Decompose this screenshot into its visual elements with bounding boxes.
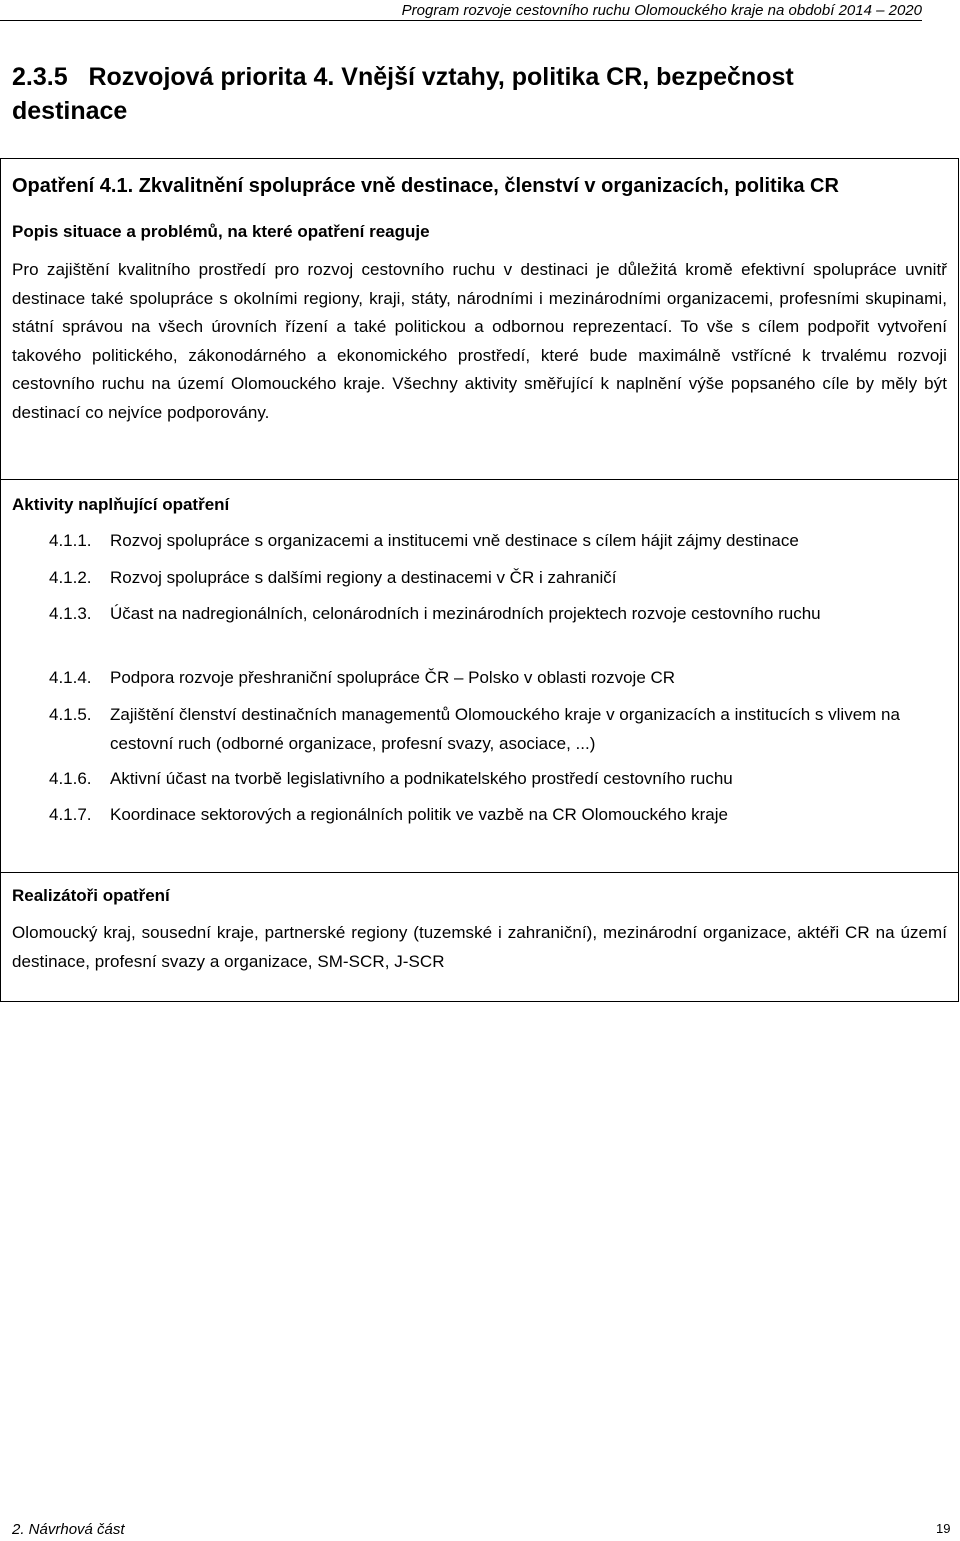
- activity-number: 4.1.4.: [49, 668, 92, 687]
- activity-number: 4.1.6.: [49, 769, 92, 788]
- running-header: Program rozvoje cestovního ruchu Olomouckého kraje na období 2014 – 2020: [401, 2, 922, 19]
- activity-text: Rozvoj spolupráce s dalšími regiony a destinacemi v ČR i zahraničí: [110, 568, 617, 587]
- page-number: 19: [936, 1521, 951, 1536]
- implementers-box: [0, 872, 959, 1002]
- activity-number: 4.1.1.: [49, 531, 92, 550]
- implementers-text: Olomoucký kraj, sousední kraje, partnerské regiony (tuzemské i zahraniční), mezinárodní organizace, aktéři CR na území destinace, profesní svazy a organizace, SM-SCR, J-SCR: [12, 923, 947, 971]
- section-heading: [12, 60, 912, 128]
- activity-number: 4.1.7.: [49, 805, 92, 824]
- situation-label: Popis situace a problémů, na které opatření reaguje: [12, 222, 430, 241]
- activities-label: Aktivity naplňující opatření: [12, 495, 230, 514]
- activity-text: Účast na nadregionálních, celonárodních i mezinárodních projektech rozvoje cestovního ruchu: [110, 604, 821, 623]
- activity-number: 4.1.5.: [49, 705, 92, 724]
- footer-chapter: 2. Návrhová část: [12, 1521, 125, 1538]
- section-heading-line-2: destinace: [12, 97, 128, 125]
- header-rule: [0, 20, 922, 21]
- measure-title: Opatření 4.1. Zkvalitnění spolupráce vně destinace, členství v organizacích, politika CR: [12, 175, 839, 197]
- activity-text: Koordinace sektorových a regionálních politik ve vazbě na CR Olomouckého kraje: [110, 805, 728, 824]
- activity-text: Aktivní účast na tvorbě legislativního a podnikatelského prostředí cestovního ruchu: [110, 769, 733, 788]
- activity-number: 4.1.3.: [49, 604, 92, 623]
- measure-description-box: [0, 158, 959, 480]
- section-heading-line-1: 2.3.5 Rozvojová priorita 4. Vnější vztahy, politika CR, bezpečnost: [12, 63, 794, 91]
- activities-box: [0, 479, 959, 873]
- implementers-label: Realizátoři opatření: [12, 886, 170, 905]
- situation-text: Pro zajištění kvalitního prostředí pro rozvoj cestovního ruchu v destinaci je důležitá kromě efektivní spolupráce uvnitř destinace také spolupráce s okolními regiony, kraji, státy, národními i mezinárodními organizacemi, profesními skupinami, státní správou na všech úrovních řízení a také politickou a odbornou reprezentací. To vše s cílem podpořit vytvoření takového politického, zákonodárného a ekonomického prostředí, které bude maximálně vstřícné k trvalému rozvoji cestovního ruchu na území Olomouckého kraje. Všechny aktivity směřující k naplnění výše popsaného cíle by měly být destinací co nejvíce podporovány.: [12, 260, 947, 422]
- activity-text: Rozvoj spolupráce s organizacemi a institucemi vně destinace s cílem hájit zájmy destinace: [110, 531, 799, 550]
- activity-text: Zajištění členství destinačních managementů Olomouckého kraje v organizacích a institucích s vlivem na cestovní ruch (odborné organizace, profesní svazy, asociace, ...): [110, 705, 900, 753]
- activity-text: Podpora rozvoje přeshraniční spolupráce ČR – Polsko v oblasti rozvoje CR: [110, 668, 676, 687]
- activity-number: 4.1.2.: [49, 568, 92, 587]
